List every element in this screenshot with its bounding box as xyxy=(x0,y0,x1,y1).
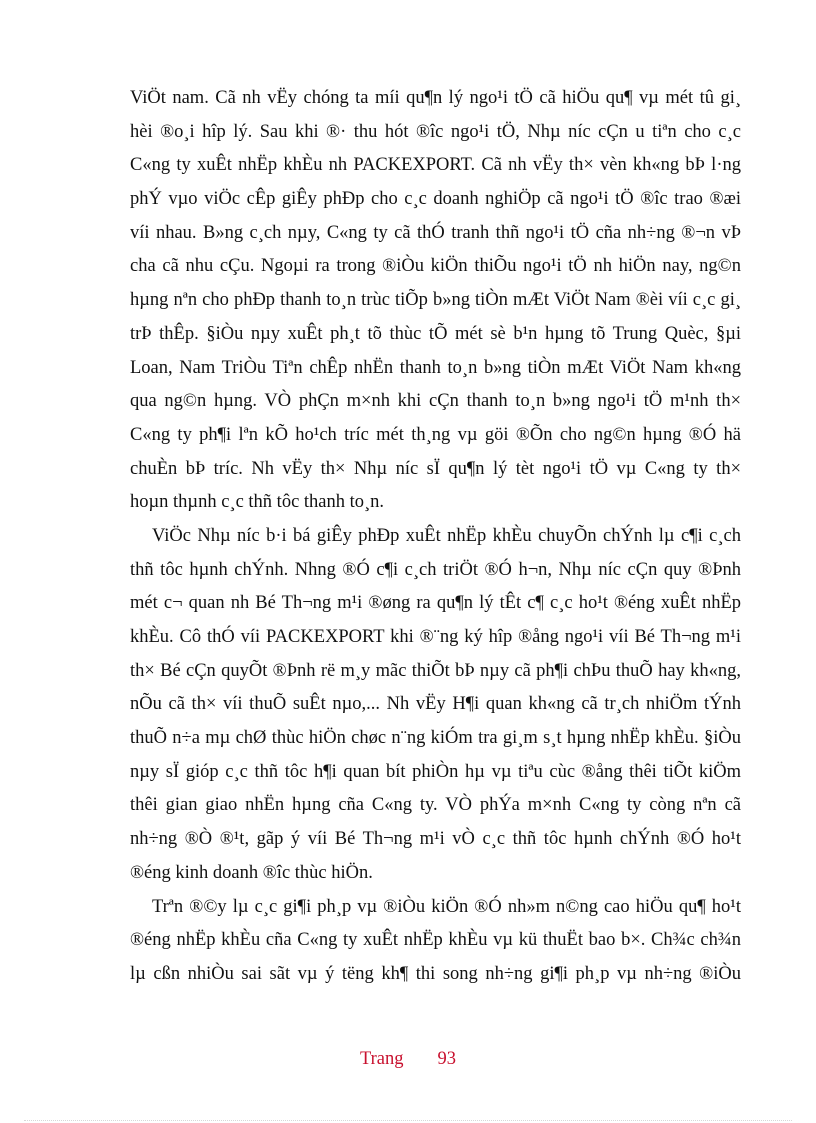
text-line: thêi gian giao nhËn hµng cña C«ng ty. VÒ phÝa m×nh C«ng ty còng nªn cã xyxy=(130,795,741,816)
paragraph-2 xyxy=(130,520,741,891)
text-line: ®éng kinh doanh ®îc thùc hiÖn. xyxy=(130,862,373,883)
text-line: mét c¬ quan nh Bé Th¬ng m¹i ®øng ra qu¶n lý tÊt c¶ c¸c ho¹t ®éng xuÊt nhËp xyxy=(130,593,741,614)
text-line: thuÕ n÷a mµ chØ thùc hiÖn chøc n¨ng kiÓm tra gi¸m s¸t hµng nhËp khÈu. §iÒu xyxy=(130,728,741,749)
paragraph-1 xyxy=(130,82,741,520)
text-line: khÈu. Cô thÓ víi PACKEXPORT khi ®¨ng ký hîp ®ång ngo¹i víi Bé Th¬ng m¹i xyxy=(130,627,741,647)
text-line: lµ cßn nhiÒu sai sãt vµ ý tëng kh¶ thi song nh÷ng gi¶i ph¸p vµ nh÷ng ®iÒu xyxy=(130,963,741,984)
text-line: th× Bé cÇn quyÕt ®Þnh rë m¸y mãc thiÕt bÞ nµy cã ph¶i chÞu thuÕ hay kh«ng, xyxy=(130,660,741,681)
page-label: Trang xyxy=(359,1049,404,1069)
text-line: nh÷ng ®Ò ®¹t, gãp ý víi Bé Th¬ng m¹i vÒ c¸c thñ tôc hµnh chÝnh ®Ó ho¹t xyxy=(130,829,741,850)
text-line: phÝ vµo viÖc cÊp giÊy phÐp cho c¸c doanh nghiÖp cã ngo¹i tÖ ®îc trao ®æi xyxy=(130,189,741,210)
bottom-divider xyxy=(24,1120,792,1121)
text-line: nÕu cã th× víi thuÕ suÊt nµo,... Nh vËy H¶i quan kh«ng cã tr¸ch nhiÖm tÝnh xyxy=(130,694,741,715)
text-line: C«ng ty xuÊt nhËp khÈu nh PACKEXPORT. Cã nh vËy th× vèn kh«ng bÞ l·ng xyxy=(130,155,741,176)
text-line: nµy sÏ gióp c¸c thñ tôc h¶i quan bít phiÒn hµ vµ tiªu cùc ®ång thêi tiÕt kiÖm xyxy=(130,761,741,782)
text-line: ViÖc Nhµ níc b·i bá giÊy phÐp xuÊt nhËp khÈu chuyÕn chÝnh lµ c¶i c¸ch xyxy=(152,525,741,546)
text-line: chuÈn bÞ tríc. Nh vËy th× Nhµ níc sÏ qu¶n lý tèt ngo¹i tÖ vµ C«ng ty th× xyxy=(130,458,741,479)
text-line: hoµn thµnh c¸c thñ tôc thanh to¸n. xyxy=(130,492,385,513)
text-line: víi nhau. B»ng c¸ch nµy, C«ng ty cã thÓ tranh thñ ngo¹i tÖ cña nh÷ng ®¬n vÞ xyxy=(130,222,741,243)
text-line: hµng nªn cho phÐp thanh to¸n trùc tiÕp b»ng tiÒn mÆt ViÖt Nam ®èi víi c¸c gi¸ xyxy=(130,290,741,311)
page-body xyxy=(130,82,741,992)
text-line: C«ng ty ph¶i lªn kÕ ho¹ch tríc mét th¸ng vµ göi ®Õn cho ng©n hµng ®Ó hä xyxy=(130,424,741,445)
text-line: trÞ thÊp. §iÒu nµy xuÊt ph¸t tõ thùc tÕ mét sè b¹n hµng tõ Trung Quèc, §µi xyxy=(130,323,741,344)
text-line: Trªn ®©y lµ c¸c gi¶i ph¸p vµ ®iÒu kiÖn ®Ó nh»m n©ng cao hiÖu qu¶ ho¹t xyxy=(152,896,741,917)
paragraph-3 xyxy=(130,891,741,992)
text-line: ViÖt nam. Cã nh vËy chóng ta míi qu¶n lý ngo¹i tÖ cã hiÖu qu¶ vµ mét tû gi¸ xyxy=(130,88,741,108)
text-line: thñ tôc hµnh chÝnh. Nhng ®Ó c¶i c¸ch triÖt ®Ó h¬n, Nhµ níc cÇn quy ®Þnh xyxy=(130,559,741,580)
text-line: qua ng©n hµng. VÒ phÇn m×nh khi cÇn thanh to¸n b»ng ngo¹i tÖ m¹nh th× xyxy=(130,391,741,412)
page-number: 93 xyxy=(437,1049,457,1069)
text-line: cha cã nhu cÇu. Ngoµi ra trong ®iÒu kiÖn thiÕu ngo¹i tÖ nh hiÖn nay, ng©n xyxy=(130,256,741,277)
text-line: hèi ®o¸i hîp lý. Sau khi ®· thu hót ®îc ngo¹i tÖ, Nhµ níc cÇn u tiªn cho c¸c xyxy=(130,121,741,142)
text-line: Loan, Nam TriÒu Tiªn chÊp nhËn thanh to¸n b»ng tiÒn mÆt ViÖt Nam kh«ng xyxy=(130,357,741,378)
page-footer xyxy=(0,1049,816,1070)
text-line: ®éng nhËp khÈu cña C«ng ty xuÊt nhËp khÈu vµ kü thuËt bao b×. Ch¾c ch¾n xyxy=(130,930,741,951)
